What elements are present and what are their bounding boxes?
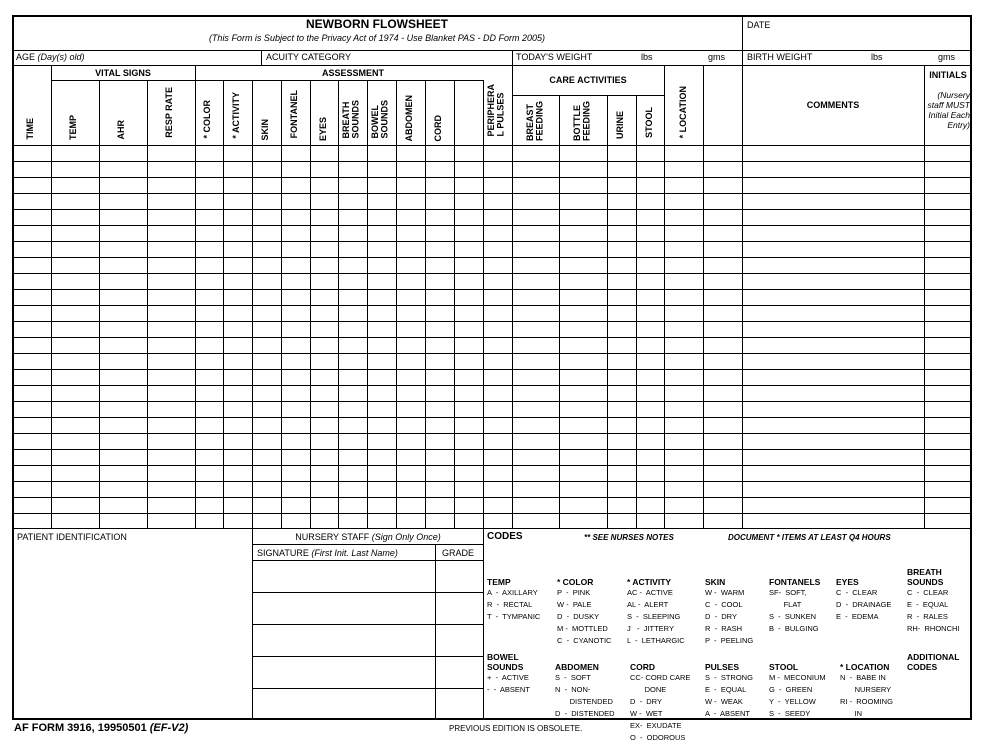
code-stool: STOOL M - MECONIUM G - GREEN Y - YELLOW S - SEEDY (769, 662, 826, 718)
comments-header: COMMENTS (806, 100, 860, 110)
acuity-category-label: ACUITY CATEGORY (266, 52, 352, 62)
code-fontanels: FONTANELS SF- SOFT, FLAT S - SUNKEN B - BULGING (769, 577, 821, 633)
vital-signs-header: VITAL SIGNS (95, 68, 151, 78)
signature-row-2[interactable] (253, 593, 435, 624)
col-location: * LOCATION (678, 86, 688, 139)
birth-weight-gms: gms (938, 52, 956, 62)
col-resp-rate: RESP RATE (164, 87, 174, 138)
initials-header: INITIALS (929, 70, 967, 80)
grade-label: GRADE (442, 548, 475, 558)
signature-row-3[interactable] (253, 625, 435, 656)
todays-weight-gms: gms (708, 52, 726, 62)
col-urine: URINE (615, 111, 625, 140)
birth-weight-lbs: lbs (871, 52, 883, 62)
form-number: AF FORM 3916, 19950501 (EF-V2) (14, 722, 189, 734)
form-title: NEWBORN FLOWSHEET (306, 17, 448, 31)
birth-weight-label: BIRTH WEIGHT (747, 52, 813, 62)
code-bowel-sounds: BOWEL SOUNDS + - ACTIVE - - ABSENT (487, 652, 530, 694)
col-abdomen: ABDOMEN (404, 95, 414, 142)
code-cord: CORD CC- CORD CARE DONE D - DRY W - WET EX- EXUDATE O - ODOROUS (630, 662, 691, 742)
col-peripheral-pulses: PERIPHERA L PULSES (486, 84, 506, 137)
code-skin: SKIN W - WARM C - COOL D - DRY R - RASH P - PEELING (705, 577, 754, 645)
todays-weight-lbs: lbs (641, 52, 653, 62)
col-cord: CORD (433, 115, 443, 142)
col-breast-feeding: BREAST FEEDING (525, 101, 545, 142)
todays-weight-label: TODAY'S WEIGHT (516, 52, 593, 62)
col-stool: STOOL (644, 107, 654, 138)
code-pulses: PULSES S - STRONG E - EQUAL W - WEAK A - ABSENT (705, 662, 753, 718)
signature-row-4[interactable] (253, 657, 435, 688)
code-additional: ADDITIONAL CODES (907, 652, 960, 672)
col-bowel-sounds: BOWEL SOUNDS (370, 100, 390, 139)
date-field[interactable] (743, 30, 971, 49)
col-skin: SKIN (260, 119, 270, 141)
col-ahr: AHR (116, 120, 126, 140)
nursery-staff-label: NURSERY STAFF (Sign Only Once) (295, 532, 441, 542)
code-color: * COLOR P - PINK W - PALE D - DUSKY M - MOTTLED C - CYANOTIC (557, 577, 612, 645)
initials-note: (Nursery staff MUST Initial Each Entry) (927, 90, 970, 130)
code-location: * LOCATION N - BABE IN NURSERY RI - ROOMING IN (840, 662, 893, 718)
patient-identification-label: PATIENT IDENTIFICATION (17, 532, 127, 542)
col-fontanel: FONTANEL (289, 90, 299, 139)
codes-title: CODES (487, 531, 523, 542)
patient-identification-field[interactable] (13, 545, 252, 719)
document-note: DOCUMENT * ITEMS AT LEAST Q4 HOURS (728, 533, 891, 542)
col-eyes: EYES (318, 117, 328, 142)
date-label: DATE (747, 20, 771, 30)
col-activity: * ACTIVITY (231, 92, 241, 139)
previous-edition-notice: PREVIOUS EDITION IS OBSOLETE. (449, 724, 583, 733)
code-abdomen: ABDOMEN S - SOFT N - NON- DISTENDED D - DISTENDED (555, 662, 615, 718)
col-time: TIME (25, 118, 35, 140)
signature-row-5[interactable] (253, 689, 435, 719)
col-temp: TEMP (68, 115, 78, 141)
age-label: AGE (Day(s) old) (16, 52, 85, 62)
col-color: * COLOR (202, 100, 212, 139)
col-breath-sounds: BREATH SOUNDS (341, 100, 361, 139)
flowsheet-grid[interactable] (13, 146, 971, 528)
code-breath-sounds: BREATH SOUNDS C - CLEAR E - EQUAL R - RALES RH- RHONCHI (907, 567, 960, 633)
signature-label: SIGNATURE (First Init. Last Name) (257, 548, 398, 558)
privacy-notice: (This Form is Subject to the Privacy Act of 1974 - Use Blanket PAS - DD Form 2005) (208, 33, 546, 43)
assessment-header: ASSESSMENT (321, 68, 384, 78)
signature-row-1[interactable] (253, 561, 435, 592)
care-activities-header: CARE ACTIVITIES (549, 75, 627, 85)
see-nurses-notes: ** SEE NURSES NOTES (584, 533, 674, 542)
code-temp: TEMP A - AXILLARY R - RECTAL T - TYMPANIC (487, 577, 541, 621)
code-activity: * ACTIVITY AC - ACTIVE AL - ALERT S - SLEEPING J - JITTERY L - LETHARGIC (627, 577, 685, 645)
col-bottle-feeding: BOTTLE FEEDING (572, 101, 592, 142)
code-eyes: EYES C - CLEAR D - DRAINAGE E - EDEMA (836, 577, 892, 621)
